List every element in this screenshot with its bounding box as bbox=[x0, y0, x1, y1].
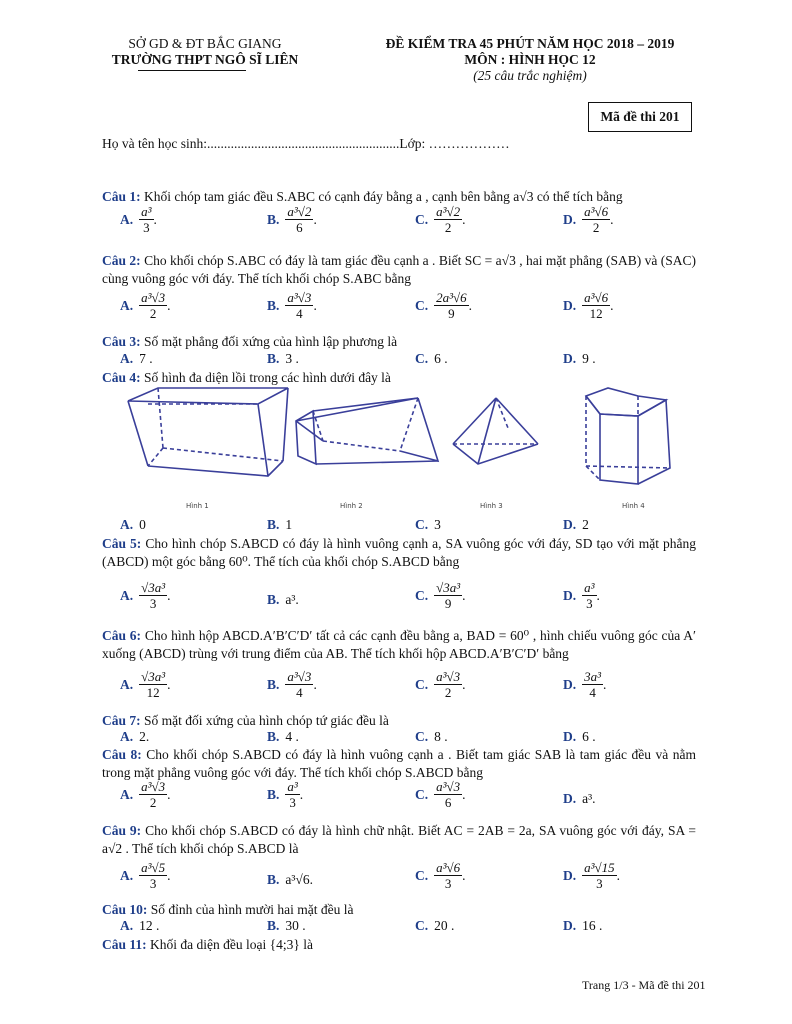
option-a[interactable] bbox=[120, 669, 171, 700]
school-name: TRƯỜNG THPT NGÔ SĨ LIÊN bbox=[111, 52, 299, 67]
question-text: Số mặt đối xứng của hình chóp tứ giác đều là bbox=[144, 713, 389, 728]
fraction-denominator: 2 bbox=[592, 220, 600, 235]
option-fraction bbox=[139, 669, 167, 700]
fraction-numerator: a³√3 bbox=[436, 669, 461, 684]
fraction-denominator: 3 bbox=[444, 876, 452, 891]
option-period: . bbox=[610, 211, 614, 227]
polyhedra-figures bbox=[118, 386, 718, 516]
option-label: B. bbox=[267, 872, 280, 887]
fraction-numerator: a³√6 bbox=[436, 860, 461, 875]
option-fraction bbox=[434, 860, 462, 891]
figure-3 bbox=[453, 398, 538, 464]
fraction-denominator: 9 bbox=[444, 596, 452, 611]
option-period: . bbox=[462, 587, 466, 603]
question-2 bbox=[102, 252, 696, 288]
question-6 bbox=[102, 627, 696, 663]
fraction-numerator: a³√3 bbox=[141, 779, 166, 794]
option-fraction bbox=[139, 860, 167, 891]
option-label: C. bbox=[415, 676, 429, 692]
question-label: Câu 10: bbox=[102, 902, 148, 917]
question-label: Câu 2: bbox=[102, 253, 141, 268]
fraction-denominator: 12 bbox=[589, 306, 603, 321]
option-label: C. bbox=[415, 517, 429, 532]
option-d[interactable] bbox=[563, 204, 614, 235]
header-left bbox=[100, 36, 310, 68]
option-value: 3 . bbox=[285, 351, 299, 366]
option-b[interactable] bbox=[267, 729, 299, 745]
question-label: Câu 11: bbox=[102, 937, 147, 952]
option-value: a³√6. bbox=[285, 872, 313, 887]
option-label: D. bbox=[563, 729, 577, 744]
option-period: . bbox=[596, 587, 600, 603]
option-period: . bbox=[603, 676, 607, 692]
option-fraction bbox=[434, 290, 469, 321]
figure-3-caption: Hình 3 bbox=[480, 502, 503, 510]
option-value: 16 . bbox=[582, 918, 603, 933]
option-fraction bbox=[285, 290, 313, 321]
question-text: Số đỉnh của hình mười hai mặt đều là bbox=[150, 902, 354, 917]
option-c[interactable] bbox=[415, 517, 441, 533]
fraction-denominator: 3 bbox=[586, 596, 593, 611]
option-label: D. bbox=[563, 211, 577, 227]
option-value: a³. bbox=[582, 791, 596, 806]
option-c[interactable] bbox=[415, 860, 466, 891]
option-b[interactable] bbox=[267, 517, 292, 533]
figure-4-caption: Hình 4 bbox=[622, 502, 645, 510]
option-a[interactable] bbox=[120, 729, 149, 745]
option-period: . bbox=[313, 297, 317, 313]
question-3 bbox=[102, 333, 696, 351]
question-label: Câu 9: bbox=[102, 823, 142, 838]
option-label: C. bbox=[415, 297, 429, 313]
fraction-denominator: 4 bbox=[296, 685, 303, 700]
option-period: . bbox=[462, 786, 466, 802]
option-label: D. bbox=[563, 351, 577, 366]
option-a[interactable] bbox=[120, 779, 171, 810]
option-a[interactable] bbox=[120, 918, 159, 934]
option-value: 4 . bbox=[285, 729, 299, 744]
question-label: Câu 8: bbox=[102, 747, 142, 762]
option-fraction bbox=[139, 204, 153, 235]
question-text: Cho khối chóp S.ABC có đáy là tam giác đều cạnh a . Biết SC = a√3 , hai mặt phẳng (SAB) và (SAC) cùng vuông góc với đáy. Thể tích khối chóp S.ABC bằng bbox=[102, 253, 697, 286]
option-period: . bbox=[462, 211, 466, 227]
option-d[interactable] bbox=[563, 517, 589, 533]
page-footer: Trang 1/3 - Mã đề thi 201 bbox=[582, 978, 706, 992]
option-b[interactable] bbox=[267, 669, 317, 700]
option-label: A. bbox=[120, 676, 134, 692]
option-label: D. bbox=[563, 297, 577, 313]
option-label: D. bbox=[563, 867, 577, 883]
option-c[interactable] bbox=[415, 729, 448, 745]
fraction-denominator: 2 bbox=[444, 685, 452, 700]
exam-code-box: Mã đề thi 201 bbox=[588, 102, 692, 132]
option-period: . bbox=[167, 867, 171, 883]
exam-title: ĐỀ KIỂM TRA 45 PHÚT NĂM HỌC 2018 – 2019 bbox=[385, 36, 675, 51]
option-period: . bbox=[167, 676, 171, 692]
option-a[interactable] bbox=[120, 290, 171, 321]
option-fraction bbox=[434, 580, 462, 611]
option-b[interactable] bbox=[267, 918, 306, 934]
fraction-numerator: 2a³√6 bbox=[436, 290, 467, 305]
school-underline bbox=[138, 70, 246, 71]
question-label: Câu 7: bbox=[102, 713, 141, 728]
question-text: Khối chóp tam giác đều S.ABC có cạnh đáy bằng a , cạnh bên bằng a√3 có thể tích bằng bbox=[144, 189, 623, 204]
option-value: 12 . bbox=[139, 918, 160, 933]
option-label: C. bbox=[415, 587, 429, 603]
option-label: B. bbox=[267, 211, 280, 227]
option-period: . bbox=[167, 297, 171, 313]
option-label: A. bbox=[120, 786, 134, 802]
option-a[interactable] bbox=[120, 204, 157, 235]
option-period: . bbox=[313, 211, 317, 227]
header-right bbox=[360, 36, 700, 84]
fraction-numerator: a³√3 bbox=[287, 290, 312, 305]
option-fraction bbox=[434, 779, 462, 810]
option-fraction bbox=[139, 290, 167, 321]
option-label: A. bbox=[120, 351, 134, 366]
option-b[interactable] bbox=[267, 872, 313, 888]
option-c[interactable] bbox=[415, 351, 448, 367]
option-label: C. bbox=[415, 867, 429, 883]
fraction-denominator: 2 bbox=[444, 220, 452, 235]
question-label: Câu 6: bbox=[102, 628, 142, 643]
option-value: 2. bbox=[139, 729, 150, 744]
option-value: 6 . bbox=[434, 351, 448, 366]
question-text: Cho hình chóp S.ABCD có đáy là hình vuông cạnh a, SA vuông góc với đáy, SD tạo với mặt phẳng (ABCD) một góc bằng 60⁰. Thể tích của khối chóp S.ABCD bằng bbox=[102, 536, 696, 569]
option-label: B. bbox=[267, 918, 280, 933]
option-label: A. bbox=[120, 918, 134, 933]
exam-note: (25 câu trắc nghiệm) bbox=[473, 68, 587, 83]
option-label: D. bbox=[563, 918, 577, 933]
question-label: Câu 4: bbox=[102, 370, 141, 385]
option-value: 8 . bbox=[434, 729, 448, 744]
figure-4 bbox=[586, 388, 670, 484]
question-label: Câu 1: bbox=[102, 189, 141, 204]
fraction-denominator: 3 bbox=[143, 220, 150, 235]
question-8 bbox=[102, 746, 696, 782]
fraction-numerator: a³ bbox=[287, 779, 298, 794]
option-label: B. bbox=[267, 297, 280, 313]
option-fraction bbox=[285, 779, 299, 810]
fraction-numerator: √3a³ bbox=[436, 580, 461, 595]
fraction-denominator: 3 bbox=[149, 876, 157, 891]
question-text: Khối đa diện đều loại {4;3} là bbox=[150, 937, 313, 952]
option-label: C. bbox=[415, 786, 429, 802]
option-value: 3 bbox=[434, 517, 441, 532]
option-d[interactable] bbox=[563, 290, 614, 321]
figure-2-caption: Hình 2 bbox=[340, 502, 363, 510]
fraction-numerator: a³√5 bbox=[141, 860, 166, 875]
option-value: 0 bbox=[139, 517, 146, 532]
option-fraction bbox=[582, 290, 610, 321]
fraction-numerator: 3a³ bbox=[584, 669, 602, 684]
fraction-numerator: a³√6 bbox=[584, 290, 609, 305]
option-value: 7 . bbox=[139, 351, 153, 366]
option-a[interactable] bbox=[120, 517, 146, 533]
option-b[interactable] bbox=[267, 592, 299, 608]
question-label: Câu 5: bbox=[102, 536, 142, 551]
option-label: C. bbox=[415, 918, 429, 933]
question-9 bbox=[102, 822, 696, 858]
question-7 bbox=[102, 712, 696, 730]
question-text: Cho khối chóp S.ABCD có đáy là hình chữ nhật. Biết AC = 2AB = 2a, SA vuông góc với đáy, SA = a√2 . Thể tích khối chóp S.ABCD là bbox=[102, 823, 697, 856]
fraction-denominator: 3 bbox=[149, 596, 157, 611]
option-label: B. bbox=[267, 729, 280, 744]
option-label: A. bbox=[120, 587, 134, 603]
option-a[interactable] bbox=[120, 351, 153, 367]
question-text: Số hình đa diện lồi trong các hình dưới đây là bbox=[144, 370, 391, 385]
option-b[interactable] bbox=[267, 204, 317, 235]
option-fraction bbox=[582, 860, 617, 891]
option-fraction bbox=[582, 580, 596, 611]
option-a[interactable] bbox=[120, 860, 171, 891]
question-11 bbox=[102, 936, 696, 954]
question-text: Số mặt phẳng đối xứng của hình lập phương là bbox=[144, 334, 398, 349]
option-period: . bbox=[167, 587, 171, 603]
fraction-numerator: a³ bbox=[141, 204, 152, 219]
option-period: . bbox=[153, 211, 157, 227]
option-period: . bbox=[610, 297, 614, 313]
fraction-numerator: a³√3 bbox=[436, 779, 461, 794]
fraction-numerator: √3a³ bbox=[141, 580, 166, 595]
option-c[interactable] bbox=[415, 290, 472, 321]
option-label: D. bbox=[563, 676, 577, 692]
fraction-denominator: 3 bbox=[289, 795, 296, 810]
figures-q4 bbox=[118, 386, 718, 516]
option-d[interactable] bbox=[563, 580, 600, 611]
option-fraction bbox=[285, 204, 313, 235]
fraction-numerator: a³√2 bbox=[287, 204, 312, 219]
option-label: B. bbox=[267, 351, 280, 366]
option-period: . bbox=[462, 867, 466, 883]
question-text: Cho hình hộp ABCD.A′B′C′D′ tất cả các cạnh đều bằng a, BAD = 60⁰ , hình chiếu vuông góc của A′ xuống (ABCD) trùng với trung điểm của AB. Thể tích khối hộp ABCD.A′B′C′D′ bằng bbox=[102, 628, 697, 661]
option-fraction bbox=[139, 779, 167, 810]
fraction-denominator: 2 bbox=[149, 795, 157, 810]
fraction-numerator: a³√15 bbox=[584, 860, 615, 875]
fraction-denominator: 6 bbox=[444, 795, 452, 810]
fraction-denominator: 4 bbox=[296, 306, 303, 321]
option-label: D. bbox=[563, 791, 577, 806]
option-b[interactable] bbox=[267, 779, 303, 810]
option-b[interactable] bbox=[267, 290, 317, 321]
option-label: B. bbox=[267, 786, 280, 802]
option-c[interactable] bbox=[415, 779, 466, 810]
option-label: A. bbox=[120, 211, 134, 227]
option-label: C. bbox=[415, 729, 429, 744]
option-label: A. bbox=[120, 729, 134, 744]
option-b[interactable] bbox=[267, 351, 299, 367]
fraction-numerator: a³ bbox=[584, 580, 595, 595]
figure-1 bbox=[128, 388, 288, 476]
option-fraction bbox=[434, 669, 462, 700]
option-d[interactable] bbox=[563, 729, 596, 745]
fraction-numerator: √3a³ bbox=[141, 669, 166, 684]
option-d[interactable] bbox=[563, 791, 596, 807]
question-text: Cho khối chóp S.ABCD có đáy là hình vuông cạnh a . Biết tam giác SAB là tam giác đều và nằm trong mặt phẳng vuông góc với đáy. Thể tích khối chóp S.ABCD bằng bbox=[102, 747, 697, 780]
option-d[interactable] bbox=[563, 351, 596, 367]
option-c[interactable] bbox=[415, 669, 466, 700]
subject: MÔN : HÌNH HỌC 12 bbox=[464, 52, 596, 67]
question-10 bbox=[102, 901, 696, 919]
fraction-numerator: a³√3 bbox=[141, 290, 166, 305]
option-label: B. bbox=[267, 517, 280, 532]
fraction-denominator: 3 bbox=[596, 876, 603, 891]
option-value: 20 . bbox=[434, 918, 455, 933]
option-label: B. bbox=[267, 592, 280, 607]
option-value: 2 bbox=[582, 517, 589, 532]
figure-2 bbox=[296, 398, 438, 464]
fraction-numerator: a³√6 bbox=[584, 204, 609, 219]
fraction-numerator: a³√3 bbox=[287, 669, 312, 684]
option-c[interactable] bbox=[415, 918, 454, 934]
question-label: Câu 3: bbox=[102, 334, 141, 349]
option-value: 1 bbox=[285, 517, 293, 532]
fraction-denominator: 9 bbox=[448, 306, 455, 321]
dept-name: SỞ GD & ĐT BẮC GIANG bbox=[128, 36, 282, 51]
option-value: a³. bbox=[285, 592, 299, 607]
question-5 bbox=[102, 535, 696, 571]
option-c[interactable] bbox=[415, 580, 466, 611]
option-label: D. bbox=[563, 517, 577, 532]
fraction-denominator: 12 bbox=[146, 685, 160, 700]
option-fraction bbox=[285, 669, 313, 700]
fraction-numerator: a³√2 bbox=[436, 204, 461, 219]
option-value: 6 . bbox=[582, 729, 596, 744]
student-info-line: Họ và tên học sinh:.........................................................Lớp: ……………… bbox=[102, 136, 510, 151]
option-period: . bbox=[299, 786, 304, 802]
option-fraction bbox=[139, 580, 167, 611]
option-period: . bbox=[616, 867, 621, 883]
option-d[interactable] bbox=[563, 669, 606, 700]
option-fraction bbox=[582, 669, 603, 700]
option-label: D. bbox=[563, 587, 577, 603]
option-label: A. bbox=[120, 297, 134, 313]
option-label: A. bbox=[120, 867, 134, 883]
fraction-denominator: 2 bbox=[149, 306, 157, 321]
option-period: . bbox=[468, 297, 473, 313]
option-period: . bbox=[167, 786, 171, 802]
option-c[interactable] bbox=[415, 204, 466, 235]
figure-1-caption: Hình 1 bbox=[186, 502, 209, 510]
option-value: 30 . bbox=[285, 918, 306, 933]
option-label: C. bbox=[415, 211, 429, 227]
fraction-denominator: 6 bbox=[296, 220, 303, 235]
option-period: . bbox=[313, 676, 317, 692]
fraction-denominator: 4 bbox=[589, 685, 596, 700]
option-fraction bbox=[434, 204, 462, 235]
option-d[interactable] bbox=[563, 918, 602, 934]
option-period: . bbox=[462, 676, 466, 692]
option-value: 9 . bbox=[582, 351, 596, 366]
option-label: C. bbox=[415, 351, 429, 366]
question-4 bbox=[102, 369, 696, 387]
option-label: A. bbox=[120, 517, 134, 532]
option-label: B. bbox=[267, 676, 280, 692]
option-a[interactable] bbox=[120, 580, 171, 611]
option-fraction bbox=[582, 204, 610, 235]
option-d[interactable] bbox=[563, 860, 620, 891]
